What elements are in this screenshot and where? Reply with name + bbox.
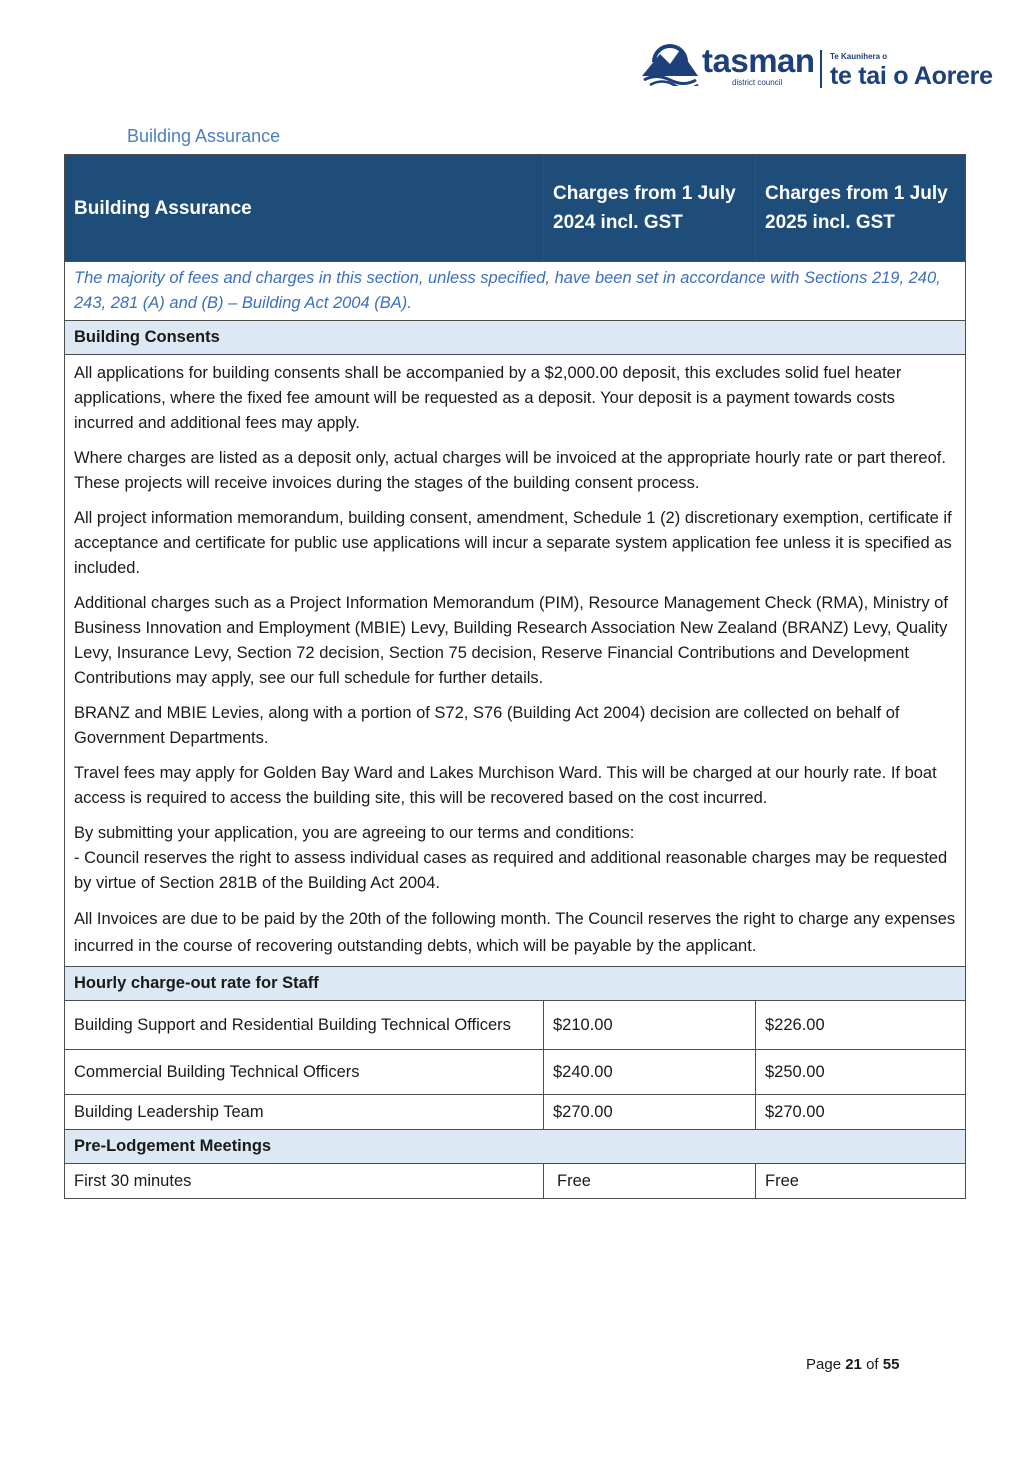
page-of: of	[866, 1356, 879, 1373]
rate-2025: $226.00	[756, 1001, 966, 1050]
consent-paragraph: BRANZ and MBIE Levies, along with a portion of S72, S76 (Building Act 2004) decision are collected on behalf of Government Departments.	[74, 704, 900, 747]
page-number	[806, 1356, 899, 1373]
rate-label: First 30 minutes	[65, 1164, 544, 1199]
table-row	[65, 1164, 966, 1199]
terms-item: - Council reserves the right to assess individual cases as required and additional reasonable charges may be requested by virtue of Section 281B of the Building Act 2004.	[74, 849, 948, 892]
rate-2025: Free	[756, 1164, 966, 1199]
logo-wordmark: tasman	[702, 42, 815, 79]
mountain-logo-icon	[640, 42, 700, 86]
page-prefix: Page	[806, 1356, 842, 1373]
consent-paragraph: Additional charges such as a Project Information Memorandum (PIM), Resource Management Check (RMA), Ministry of Business Innovation and Employment (MBIE) Levy, Building Research Association New Zealand (BRANZ) Levy, Quality Levy, Insurance Levy, Section 72 decision, Section 75 decision, Reserve Financial Contributions and Development Contributions may apply, see our full schedule for further details.	[74, 594, 948, 687]
page-current: 21	[845, 1356, 862, 1373]
header-charges-2025: Charges from 1 July 2025 incl. GST	[756, 155, 966, 262]
page-total: 55	[882, 1356, 900, 1373]
section-heading: Building Assurance	[127, 126, 281, 146]
consent-paragraph: All project information memorandum, building consent, amendment, Schedule 1 (2) discretionary exemption, certificate if acceptance and certificate for public use applications will incur a separate system application fee unless it is specified as included.	[74, 509, 952, 577]
table-row	[65, 1001, 966, 1050]
rate-2024: $210.00	[544, 1001, 756, 1050]
consent-paragraph: Where charges are listed as a deposit only, actual charges will be invoiced at the appropriate hourly rate or part thereof. These projects will receive invoices during the stages of the building consent process.	[74, 449, 946, 492]
section-row-prelodgement	[65, 1130, 966, 1164]
building-consents-body-row	[65, 355, 966, 967]
rate-2024: $270.00	[544, 1095, 756, 1130]
header-building-assurance: Building Assurance	[65, 155, 544, 262]
fees-table	[64, 154, 966, 1199]
rate-2024: Free	[544, 1164, 756, 1199]
table-header-row	[65, 155, 966, 262]
tasman-logo	[640, 40, 1002, 96]
rate-2025: $270.00	[756, 1095, 966, 1130]
logo-maori-large: te tai o Aorere	[830, 62, 993, 90]
rate-label: Commercial Building Technical Officers	[65, 1050, 544, 1095]
terms-paragraph	[74, 821, 956, 896]
header-charges-2024: Charges from 1 July 2024 incl. GST	[544, 155, 756, 262]
building-consents-body	[65, 355, 966, 967]
hourly-title: Hourly charge-out rate for Staff	[65, 967, 966, 1001]
rate-label: Building Leadership Team	[65, 1095, 544, 1130]
logo-maori-small: Te Kaunihera o	[830, 52, 888, 61]
section-row-hourly	[65, 967, 966, 1001]
note-row	[65, 262, 966, 321]
logo-subtitle: district council	[732, 78, 783, 87]
rate-2024: $240.00	[544, 1050, 756, 1095]
consent-paragraph: All applications for building consents shall be accompanied by a $2,000.00 deposit, this excludes solid fuel heater applications, where the fixed fee amount will be requested as a deposit. Your deposit is a payment towards costs incurred and additional fees may apply.	[74, 364, 902, 432]
prelodgement-title: Pre-Lodgement Meetings	[65, 1130, 966, 1164]
rate-2025: $250.00	[756, 1050, 966, 1095]
act-reference-note: The majority of fees and charges in this section, unless specified, have been set in accordance with Sections 219, 240, 243, 281 (A) and (B) – Building Act 2004 (BA).	[65, 262, 966, 321]
terms-intro: By submitting your application, you are agreeing to our terms and conditions:	[74, 824, 635, 842]
consent-paragraph: Travel fees may apply for Golden Bay Ward and Lakes Murchison Ward. This will be charged at our hourly rate. If boat access is required to access the building site, this will be recovered based on the cost incurred.	[74, 764, 937, 807]
logo-divider	[820, 50, 822, 88]
rate-label: Building Support and Residential Building Technical Officers	[65, 1001, 544, 1050]
invoices-paragraph: All Invoices are due to be paid by the 20th of the following month. The Council reserves the right to charge any expenses incurred in the course of recovering outstanding debts, which will be payable by the applicant.	[74, 910, 956, 955]
table-row	[65, 1095, 966, 1130]
building-consents-title: Building Consents	[65, 321, 966, 355]
section-row-building-consents	[65, 321, 966, 355]
table-row	[65, 1050, 966, 1095]
